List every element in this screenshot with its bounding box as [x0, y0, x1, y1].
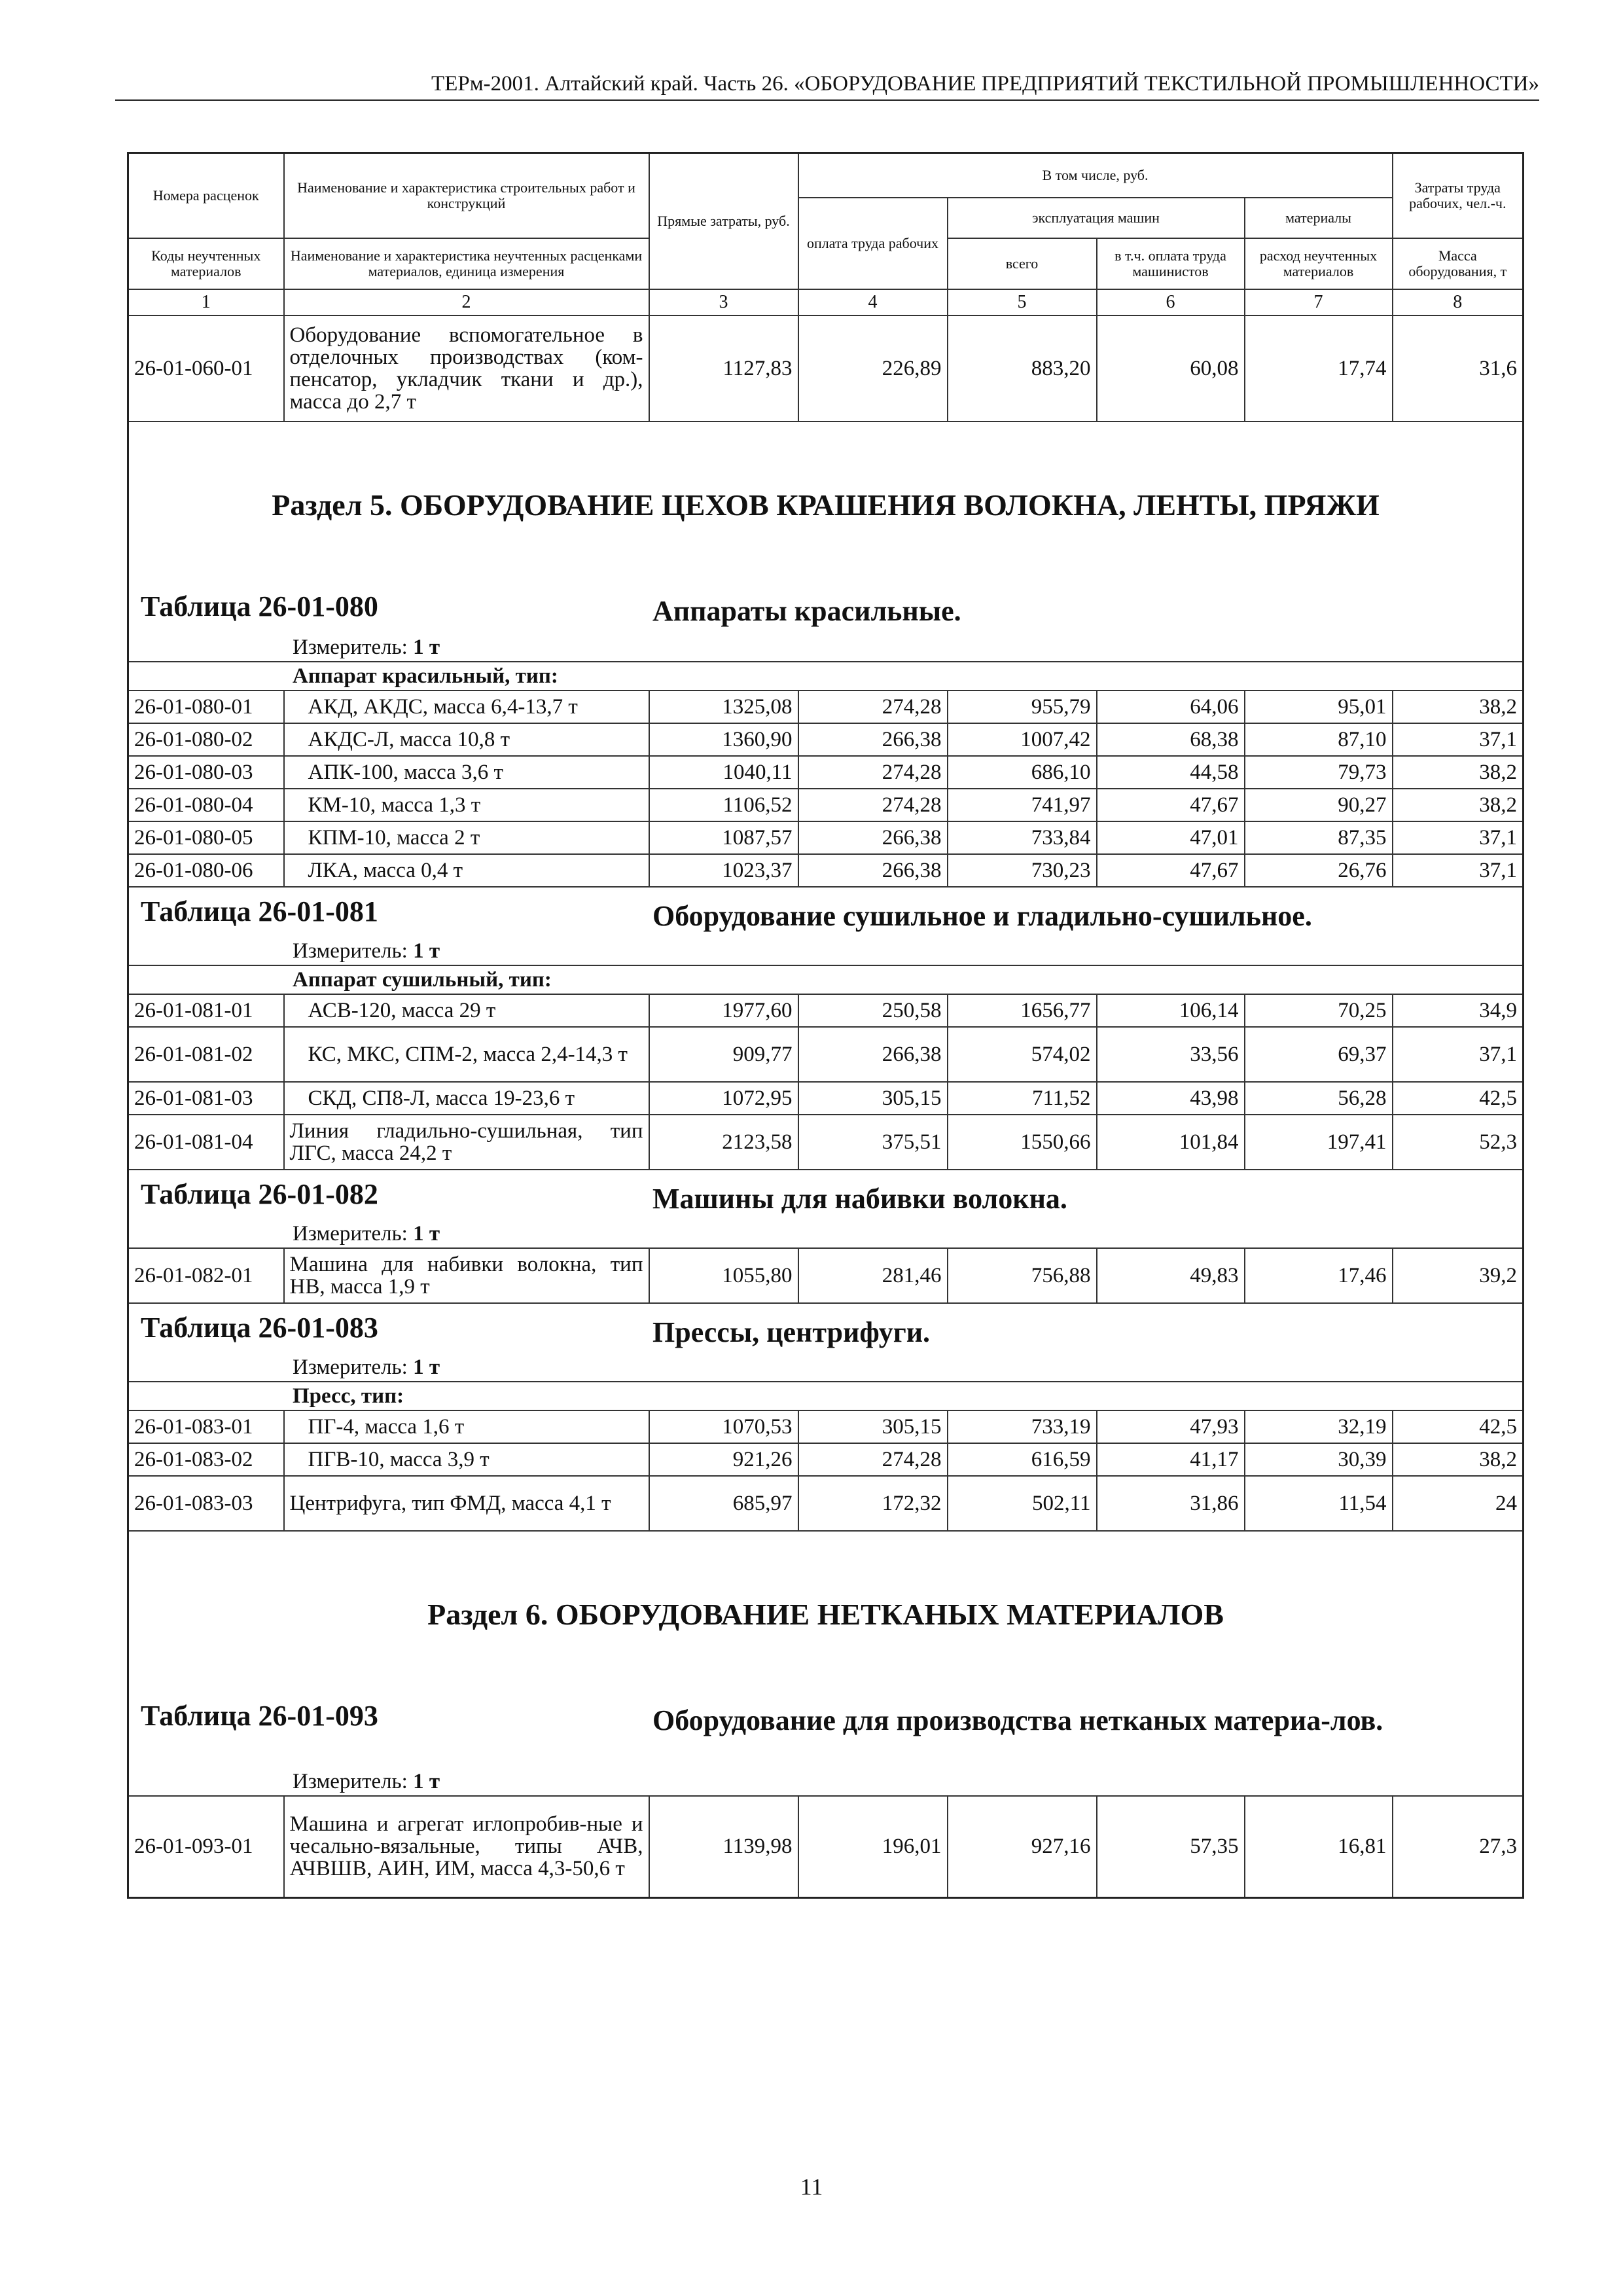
labor-cost: 274,28: [798, 756, 948, 789]
labor-cost: 274,28: [798, 691, 948, 723]
direct-cost: 1055,80: [649, 1248, 798, 1303]
table-row: [128, 1115, 1524, 1170]
table-title: Оборудование сушильное и гладильно-сушильное.: [652, 899, 1312, 932]
col-machines-total-header: всего: [948, 238, 1097, 289]
direct-cost: 2123,58: [649, 1115, 798, 1170]
measure-label: Измеритель:: [293, 1355, 408, 1379]
rate-code: 26-01-081-03: [128, 1082, 284, 1115]
labor-cost: 250,58: [798, 994, 948, 1027]
table-code: Таблица 26-01-080: [141, 590, 378, 622]
col-index: 3: [649, 289, 798, 315]
rate-code: 26-01-081-02: [128, 1027, 284, 1082]
machines-labor: 68,38: [1097, 723, 1245, 756]
labor-cost: 305,15: [798, 1082, 948, 1115]
col-index: 5: [948, 289, 1097, 315]
rate-name: Машина для набивки волокна, тип НВ, масса 1,9 т: [284, 1248, 649, 1303]
labor-cost: 274,28: [798, 1443, 948, 1476]
rate-code: 26-01-080-02: [128, 723, 284, 756]
labor-hours: 24: [1393, 1476, 1524, 1531]
col-codes-header: Номера расценок: [128, 153, 284, 238]
machines-total: 616,59: [948, 1443, 1097, 1476]
machines-total: 883,20: [948, 315, 1097, 422]
labor-hours: 37,1: [1393, 723, 1524, 756]
machines-labor: 31,86: [1097, 1476, 1245, 1531]
materials-cost: 90,27: [1245, 789, 1393, 821]
labor-hours: 42,5: [1393, 1082, 1524, 1115]
labor-cost: 281,46: [798, 1248, 948, 1303]
col-incl-header: В том числе, руб.: [798, 153, 1393, 198]
direct-cost: 1139,98: [649, 1796, 798, 1898]
rate-code: 26-01-081-04: [128, 1115, 284, 1170]
labor-cost: 375,51: [798, 1115, 948, 1170]
col-materials-sub-header: расход неучтенных материалов: [1245, 238, 1393, 289]
table-row: [128, 315, 1524, 422]
rate-code: 26-01-080-01: [128, 691, 284, 723]
col-direct-header: Прямые затраты, руб.: [649, 153, 798, 289]
rate-name: Линия гладильно-сушильная, тип ЛГС, масса 24,2 т: [284, 1115, 649, 1170]
direct-cost: 1360,90: [649, 723, 798, 756]
direct-cost: 1072,95: [649, 1082, 798, 1115]
table-row: [128, 756, 1524, 789]
machines-labor: 64,06: [1097, 691, 1245, 723]
labor-hours: 42,5: [1393, 1410, 1524, 1443]
rate-code: 26-01-083-03: [128, 1476, 284, 1531]
page-header: ТЕРм-2001. Алтайский край. Часть 26. «ОБОРУДОВАНИЕ ПРЕДПРИЯТИЙ ТЕКСТИЛЬНОЙ ПРОМЫШЛЕННОСТИ»: [115, 71, 1539, 101]
labor-hours: 38,2: [1393, 789, 1524, 821]
machines-total: 1007,42: [948, 723, 1097, 756]
col-index: 1: [128, 289, 284, 315]
col-index: 7: [1245, 289, 1393, 315]
direct-cost: 1087,57: [649, 821, 798, 854]
rate-name: Центрифуга, тип ФМД, масса 4,1 т: [284, 1476, 649, 1531]
materials-cost: 197,41: [1245, 1115, 1393, 1170]
materials-cost: 87,10: [1245, 723, 1393, 756]
col-material-codes-header: Коды неучтенных материалов: [128, 238, 284, 289]
measure-label: Измеритель:: [293, 1769, 408, 1793]
rate-code: 26-01-082-01: [128, 1248, 284, 1303]
table-row: [128, 789, 1524, 821]
measure-value: 1 т: [413, 939, 440, 963]
materials-cost: 26,76: [1245, 854, 1393, 887]
machines-labor: 41,17: [1097, 1443, 1245, 1476]
labor-hours: 37,1: [1393, 854, 1524, 887]
rate-code: 26-01-093-01: [128, 1796, 284, 1898]
labor-hours: 31,6: [1393, 315, 1524, 422]
labor-cost: 172,32: [798, 1476, 948, 1531]
machines-total: 686,10: [948, 756, 1097, 789]
table-row: [128, 1082, 1524, 1115]
rate-code: 26-01-080-05: [128, 821, 284, 854]
col-laborcost-header: Затраты труда рабочих, чел.-ч.: [1393, 153, 1524, 238]
rate-code: 26-01-080-06: [128, 854, 284, 887]
table-code: Таблица 26-01-081: [141, 895, 378, 927]
rate-name: АПК-100, масса 3,6 т: [284, 756, 649, 789]
labor-hours: 34,9: [1393, 994, 1524, 1027]
materials-cost: 30,39: [1245, 1443, 1393, 1476]
rate-name: КПМ-10, масса 2 т: [284, 821, 649, 854]
materials-cost: 87,35: [1245, 821, 1393, 854]
labor-cost: 266,38: [798, 723, 948, 756]
table-row: [128, 1027, 1524, 1082]
direct-cost: 1106,52: [649, 789, 798, 821]
materials-cost: 95,01: [1245, 691, 1393, 723]
rate-name: ПГВ-10, масса 3,9 т: [284, 1443, 649, 1476]
section-title: Раздел 5. ОБОРУДОВАНИЕ ЦЕХОВ КРАШЕНИЯ ВОЛОКНА, ЛЕНТЫ, ПРЯЖИ: [128, 422, 1524, 589]
measure-value: 1 т: [413, 1769, 440, 1793]
section-title: Раздел 6. ОБОРУДОВАНИЕ НЕТКАНЫХ МАТЕРИАЛОВ: [128, 1531, 1524, 1698]
machines-total: 927,16: [948, 1796, 1097, 1898]
labor-hours: 38,2: [1393, 691, 1524, 723]
measure-value: 1 т: [413, 1221, 440, 1246]
rates-table: [127, 152, 1524, 1899]
materials-cost: 69,37: [1245, 1027, 1393, 1082]
rate-code: 26-01-083-01: [128, 1410, 284, 1443]
labor-cost: 266,38: [798, 821, 948, 854]
direct-cost: 685,97: [649, 1476, 798, 1531]
machines-labor: 33,56: [1097, 1027, 1245, 1082]
table-title: Прессы, центрифуги.: [652, 1316, 931, 1348]
rate-name: Оборудование вспомогательное в отделочных производствах (ком-пенсатор, укладчик ткани и др.), масса до 2,7 т: [284, 315, 649, 422]
table-row: [128, 1476, 1524, 1531]
machines-labor: 44,58: [1097, 756, 1245, 789]
machines-labor: 106,14: [1097, 994, 1245, 1027]
machines-total: 711,52: [948, 1082, 1097, 1115]
machines-total: 730,23: [948, 854, 1097, 887]
rate-name: Машина и агрегат иглопробив-ные и чесально-вязальные, типы АЧВ, АЧВШВ, АИН, ИМ, масса 4,3-50,6 т: [284, 1796, 649, 1898]
measure-value: 1 т: [413, 635, 440, 659]
rate-name: КМ-10, масса 1,3 т: [284, 789, 649, 821]
labor-hours: 38,2: [1393, 1443, 1524, 1476]
machines-labor: 43,98: [1097, 1082, 1245, 1115]
col-labor-header: оплата труда рабочих: [798, 198, 948, 289]
labor-cost: 196,01: [798, 1796, 948, 1898]
rate-name: ПГ-4, масса 1,6 т: [284, 1410, 649, 1443]
table-row: [128, 994, 1524, 1027]
rate-name: ЛКА, масса 0,4 т: [284, 854, 649, 887]
labor-cost: 226,89: [798, 315, 948, 422]
machines-labor: 47,93: [1097, 1410, 1245, 1443]
labor-hours: 37,1: [1393, 1027, 1524, 1082]
direct-cost: 1977,60: [649, 994, 798, 1027]
rate-name: СКД, СП8-Л, масса 19-23,6 т: [284, 1082, 649, 1115]
table-title: Оборудование для производства нетканых материа-лов.: [652, 1704, 1383, 1736]
labor-cost: 266,38: [798, 854, 948, 887]
rate-code: 26-01-080-04: [128, 789, 284, 821]
table-row: [128, 821, 1524, 854]
col-machines-header: эксплуатация машин: [948, 198, 1245, 238]
col-index: 8: [1393, 289, 1524, 315]
direct-cost: 1127,83: [649, 315, 798, 422]
measure-value: 1 т: [413, 1355, 440, 1379]
rate-name: АКД, АКДС, масса 6,4-13,7 т: [284, 691, 649, 723]
col-materials-header: материалы: [1245, 198, 1393, 238]
machines-total: 733,19: [948, 1410, 1097, 1443]
machines-total: 502,11: [948, 1476, 1097, 1531]
group-label: Аппарат сушильный, тип:: [128, 965, 1524, 994]
rate-code: 26-01-083-02: [128, 1443, 284, 1476]
table-row: [128, 723, 1524, 756]
labor-hours: 52,3: [1393, 1115, 1524, 1170]
table-row: [128, 1443, 1524, 1476]
table-title: Машины для набивки волокна.: [652, 1182, 1067, 1215]
group-label: Аппарат красильный, тип:: [128, 662, 1524, 691]
rate-code: 26-01-080-03: [128, 756, 284, 789]
rate-code: 26-01-081-01: [128, 994, 284, 1027]
col-index: 2: [284, 289, 649, 315]
materials-cost: 70,25: [1245, 994, 1393, 1027]
machines-labor: 47,01: [1097, 821, 1245, 854]
machines-total: 574,02: [948, 1027, 1097, 1082]
direct-cost: 1070,53: [649, 1410, 798, 1443]
machines-total: 741,97: [948, 789, 1097, 821]
table-row: [128, 854, 1524, 887]
col-material-name-header: Наименование и характеристика неучтенных расценками материалов, единица измерения: [284, 238, 649, 289]
labor-hours: 39,2: [1393, 1248, 1524, 1303]
machines-labor: 47,67: [1097, 789, 1245, 821]
col-name-header: Наименование и характеристика строительных работ и конструкций: [284, 153, 649, 238]
machines-labor: 101,84: [1097, 1115, 1245, 1170]
col-machines-labor-header: в т.ч. оплата труда машинистов: [1097, 238, 1245, 289]
rate-name: КС, МКС, СПМ-2, масса 2,4-14,3 т: [284, 1027, 649, 1082]
machines-labor: 60,08: [1097, 315, 1245, 422]
labor-hours: 38,2: [1393, 756, 1524, 789]
col-index: 6: [1097, 289, 1245, 315]
machines-total: 1656,77: [948, 994, 1097, 1027]
rate-code: 26-01-060-01: [128, 315, 284, 422]
materials-cost: 79,73: [1245, 756, 1393, 789]
machines-total: 1550,66: [948, 1115, 1097, 1170]
col-mass-header: Масса оборудования, т: [1393, 238, 1524, 289]
direct-cost: 1023,37: [649, 854, 798, 887]
rate-name: АКДС-Л, масса 10,8 т: [284, 723, 649, 756]
table-row: [128, 1796, 1524, 1898]
materials-cost: 56,28: [1245, 1082, 1393, 1115]
table-row: [128, 691, 1524, 723]
page-number: 11: [800, 2174, 823, 2200]
materials-cost: 32,19: [1245, 1410, 1393, 1443]
table-code: Таблица 26-01-082: [141, 1177, 378, 1210]
table-code: Таблица 26-01-093: [141, 1699, 378, 1732]
direct-cost: 1040,11: [649, 756, 798, 789]
labor-cost: 274,28: [798, 789, 948, 821]
labor-cost: 305,15: [798, 1410, 948, 1443]
machines-labor: 49,83: [1097, 1248, 1245, 1303]
rate-name: АСВ-120, масса 29 т: [284, 994, 649, 1027]
table-row: [128, 1410, 1524, 1443]
materials-cost: 11,54: [1245, 1476, 1393, 1531]
table-title: Аппараты красильные.: [652, 594, 961, 627]
materials-cost: 16,81: [1245, 1796, 1393, 1898]
table-code: Таблица 26-01-083: [141, 1311, 378, 1344]
direct-cost: 909,77: [649, 1027, 798, 1082]
group-label: Пресс, тип:: [128, 1382, 1524, 1410]
measure-label: Измеритель:: [293, 1221, 408, 1246]
machines-labor: 47,67: [1097, 854, 1245, 887]
labor-cost: 266,38: [798, 1027, 948, 1082]
labor-hours: 37,1: [1393, 821, 1524, 854]
machines-total: 955,79: [948, 691, 1097, 723]
machines-labor: 57,35: [1097, 1796, 1245, 1898]
labor-hours: 27,3: [1393, 1796, 1524, 1898]
materials-cost: 17,74: [1245, 315, 1393, 422]
table-row: [128, 1248, 1524, 1303]
measure-label: Измеритель:: [293, 939, 408, 963]
machines-total: 733,84: [948, 821, 1097, 854]
machines-total: 756,88: [948, 1248, 1097, 1303]
col-index: 4: [798, 289, 948, 315]
materials-cost: 17,46: [1245, 1248, 1393, 1303]
measure-label: Измеритель:: [293, 635, 408, 659]
direct-cost: 921,26: [649, 1443, 798, 1476]
direct-cost: 1325,08: [649, 691, 798, 723]
